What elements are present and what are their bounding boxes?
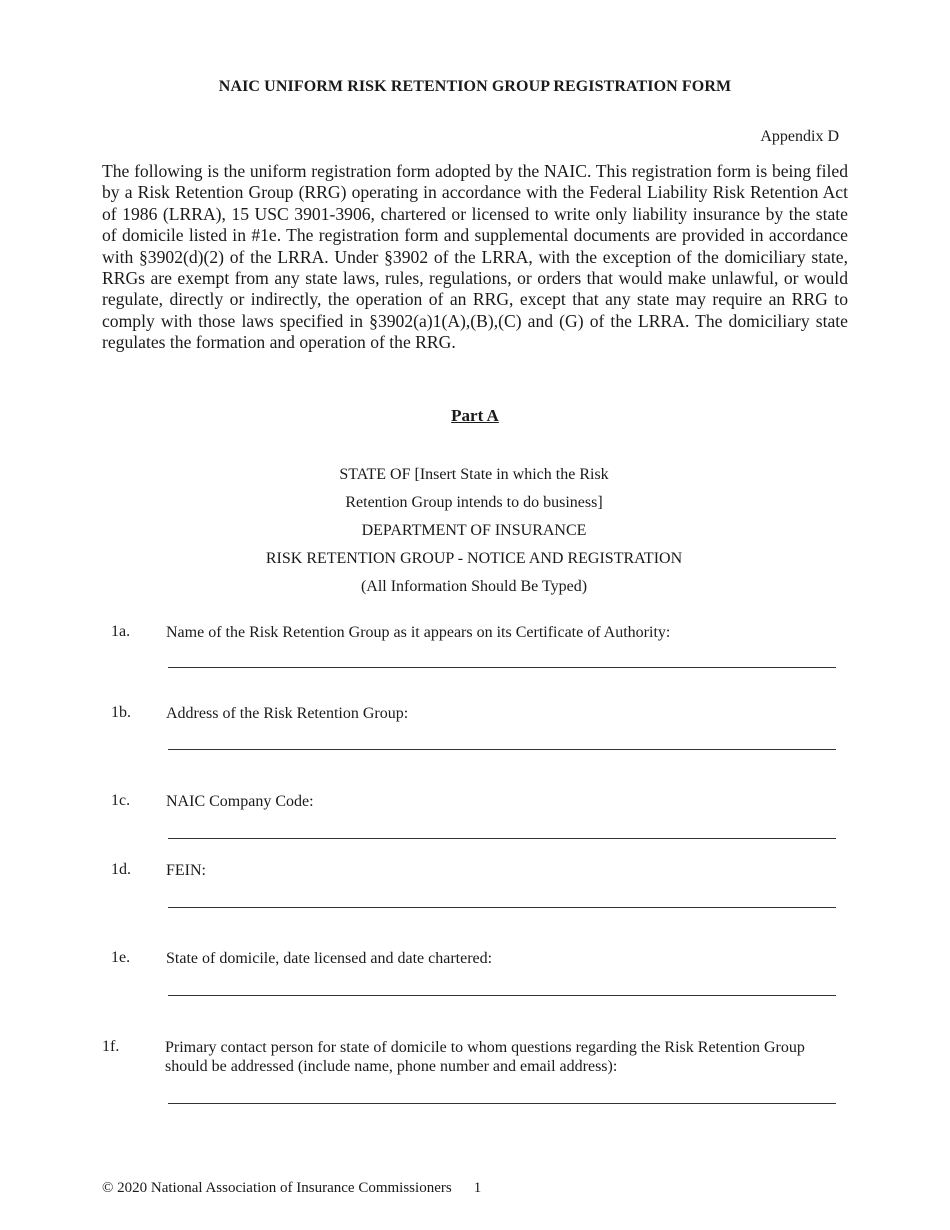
header-line-state: STATE OF [Insert State in which the Risk <box>339 466 609 483</box>
header-line-department: DEPARTMENT OF INSURANCE <box>361 522 587 539</box>
part-a-heading: Part A <box>451 406 499 425</box>
header-line-instruction: (All Information Should Be Typed) <box>360 578 588 595</box>
field-1d-line[interactable] <box>168 907 836 908</box>
appendix-label: Appendix D <box>760 128 839 145</box>
field-1d-number: 1d. <box>111 861 131 878</box>
field-1f-label: Primary contact person for state of domicile to whom questions regarding the Risk Retention Group should be addressed (include name, phone number and email address): <box>165 1039 805 1075</box>
page-number: 1 <box>473 1180 482 1196</box>
field-1a-line[interactable] <box>168 667 836 668</box>
copyright-notice: © 2020 National Association of Insurance Commissioners <box>102 1180 452 1196</box>
page-footer <box>102 1180 481 1197</box>
field-1e-number: 1e. <box>111 949 131 966</box>
header-line-form-name: RISK RETENTION GROUP - NOTICE AND REGISTRATION <box>265 550 683 567</box>
field-1c-label: NAIC Company Code: <box>166 793 314 810</box>
field-1a-label: Name of the Risk Retention Group as it appears on its Certificate of Authority: <box>166 624 671 641</box>
field-1f-number: 1f. <box>102 1038 120 1055</box>
intro-paragraph: The following is the uniform registration form adopted by the NAIC. This registration form is being filed by a Risk Retention Group (RRG) operating in accordance with the Federal Liability Risk Retention Act of 1986 (LRRA), 15 USC 3901-3906, chartered or licensed to write only liability insurance by the state of domicile listed in #1e. The registration form and supplemental documents are provided in accordance with §3902(d)(2) of the LRRA. Under §3902 of the LRRA, with the exception of the domiciliary state, RRGs are exempt from any state laws, rules, regulations, or orders that would make unlawful, or would regulate, directly or indirectly, the operation of an RRG, except that any state may require an RRG to comply with those laws specified in §3902(a)1(A),(B),(C) and (G) of the LRRA. The domiciliary state regulates the formation and operation of the RRG. <box>102 161 848 353</box>
field-1f-line[interactable] <box>168 1103 836 1104</box>
field-1e-label: State of domicile, date licensed and date chartered: <box>166 950 493 967</box>
header-line-business: Retention Group intends to do business] <box>345 494 603 511</box>
document-title: NAIC UNIFORM RISK RETENTION GROUP REGISTRATION FORM <box>218 78 732 95</box>
field-1c-number: 1c. <box>111 792 131 809</box>
field-1d-label: FEIN: <box>166 862 206 879</box>
field-1b-number: 1b. <box>111 704 131 721</box>
field-1e-line[interactable] <box>168 995 836 996</box>
field-1b-label: Address of the Risk Retention Group: <box>166 705 409 722</box>
form-header-block <box>0 461 948 601</box>
field-1c-line[interactable] <box>168 838 836 839</box>
field-1a-number: 1a. <box>111 623 131 640</box>
field-1b-line[interactable] <box>168 749 836 750</box>
